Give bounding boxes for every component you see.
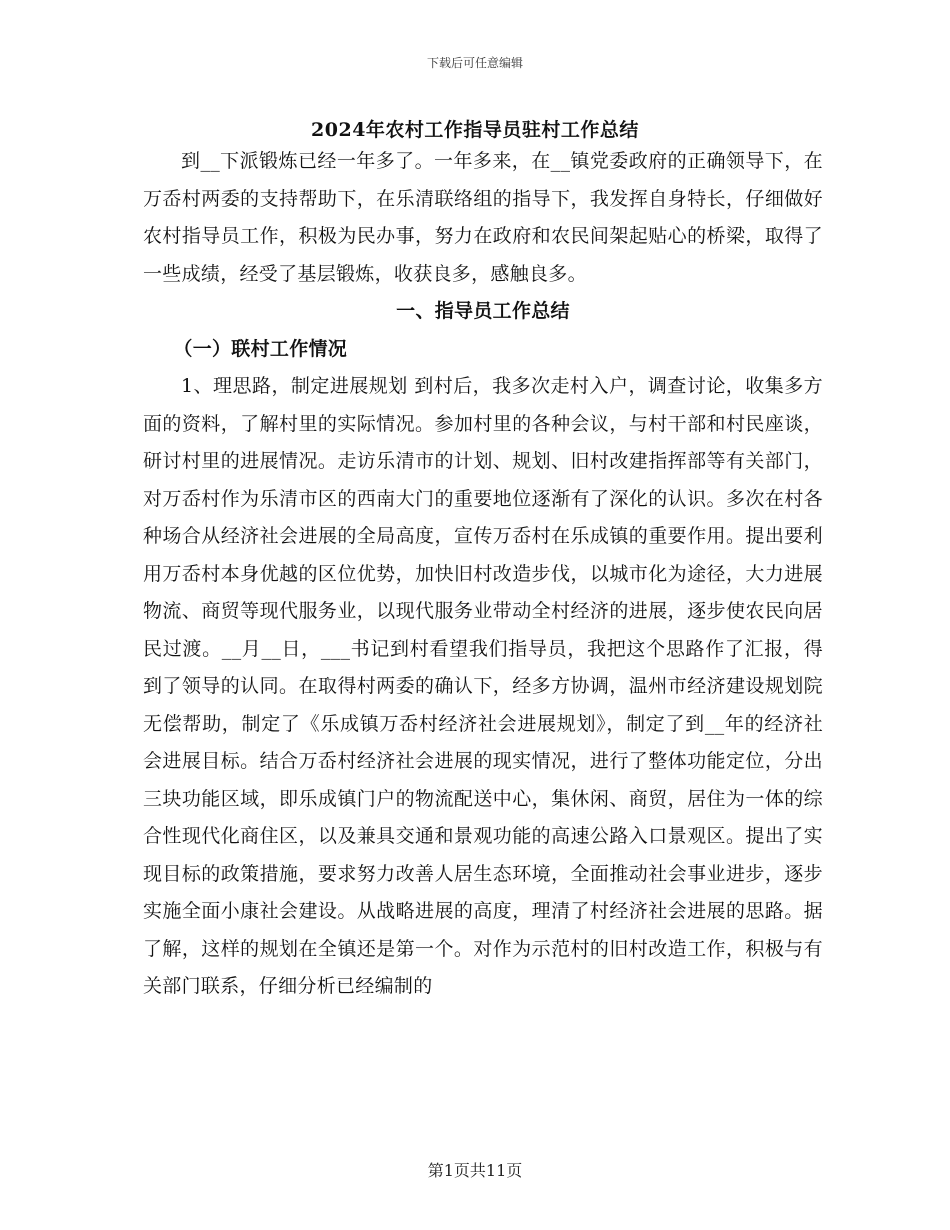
document-body bbox=[143, 143, 823, 1006]
page-header-note: 下载后可任意编辑 bbox=[426, 56, 523, 70]
page-number-footer: 第1页共11页 bbox=[427, 1161, 523, 1180]
subsection-heading: （一）联村工作情况 bbox=[173, 337, 348, 360]
document-title: 2024年农村工作指导员驻村工作总结 bbox=[311, 119, 639, 141]
body-paragraph: 1、理思路，制定进展规划 到村后，我多次走村入户，调查讨论，收集多方面的资料，了解村里的实际情况。参加村里的各种会议，与村干部和村民座谈，研讨村里的进展情况。走访乐清市的计划、规划、旧村改建指挥部等有关部门，对万岙村作为乐清市区的西南大门的重要地位逐渐有了深化的认识。多次在村各种场合从经济社会进展的全局高度，宣传万岙村在乐成镇的重要作用。提出要利用万岙村本身优越的区位优势，加快旧村改造步伐，以城市化为途径，大力进展物流、商贸等现代服务业，以现代服务业带动全村经济的进展，逐步使农民向居民过渡。__月__日，___书记到村看望我们指导员，我把这个思路作了汇报，得到了领导的认同。在取得村两委的确认下，经多方协调，温州市经济建设规划院无偿帮助，制定了《乐成镇万岙村经济社会进展规划》，制定了到__年的经济社会进展目标。结合万岙村经济社会进展的现实情况，进行了整体功能定位，分出三块功能区域，即乐成镇门户的物流配送中心，集休闲、商贸，居住为一体的综合性现代化商住区，以及兼具交通和景观功能的高速公路入口景观区。提出了实现目标的政策措施，要求努力改善人居生态环境，全面推动社会事业进步，逐步实施全面小康社会建设。从战略进展的高度，理清了村经济社会进展的思路。据了解，这样的规划在全镇还是第一个。对作为示范村的旧村改造工作，积极与有关部门联系，仔细分析已经编制的 bbox=[143, 375, 823, 997]
intro-paragraph: 到__下派锻炼已经一年多了。一年多来，在__镇党委政府的正确领导下，在万岙村两委的支持帮助下，在乐清联络组的指导下，我发挥自身特长，仔细做好农村指导员工作，积极为民办事，努力在政府和农民间架起贴心的桥梁，取得了一些成绩，经受了基层锻炼，收获良多，感触良多。 bbox=[143, 150, 823, 285]
section-heading: 一、指导员工作总结 bbox=[396, 300, 570, 322]
